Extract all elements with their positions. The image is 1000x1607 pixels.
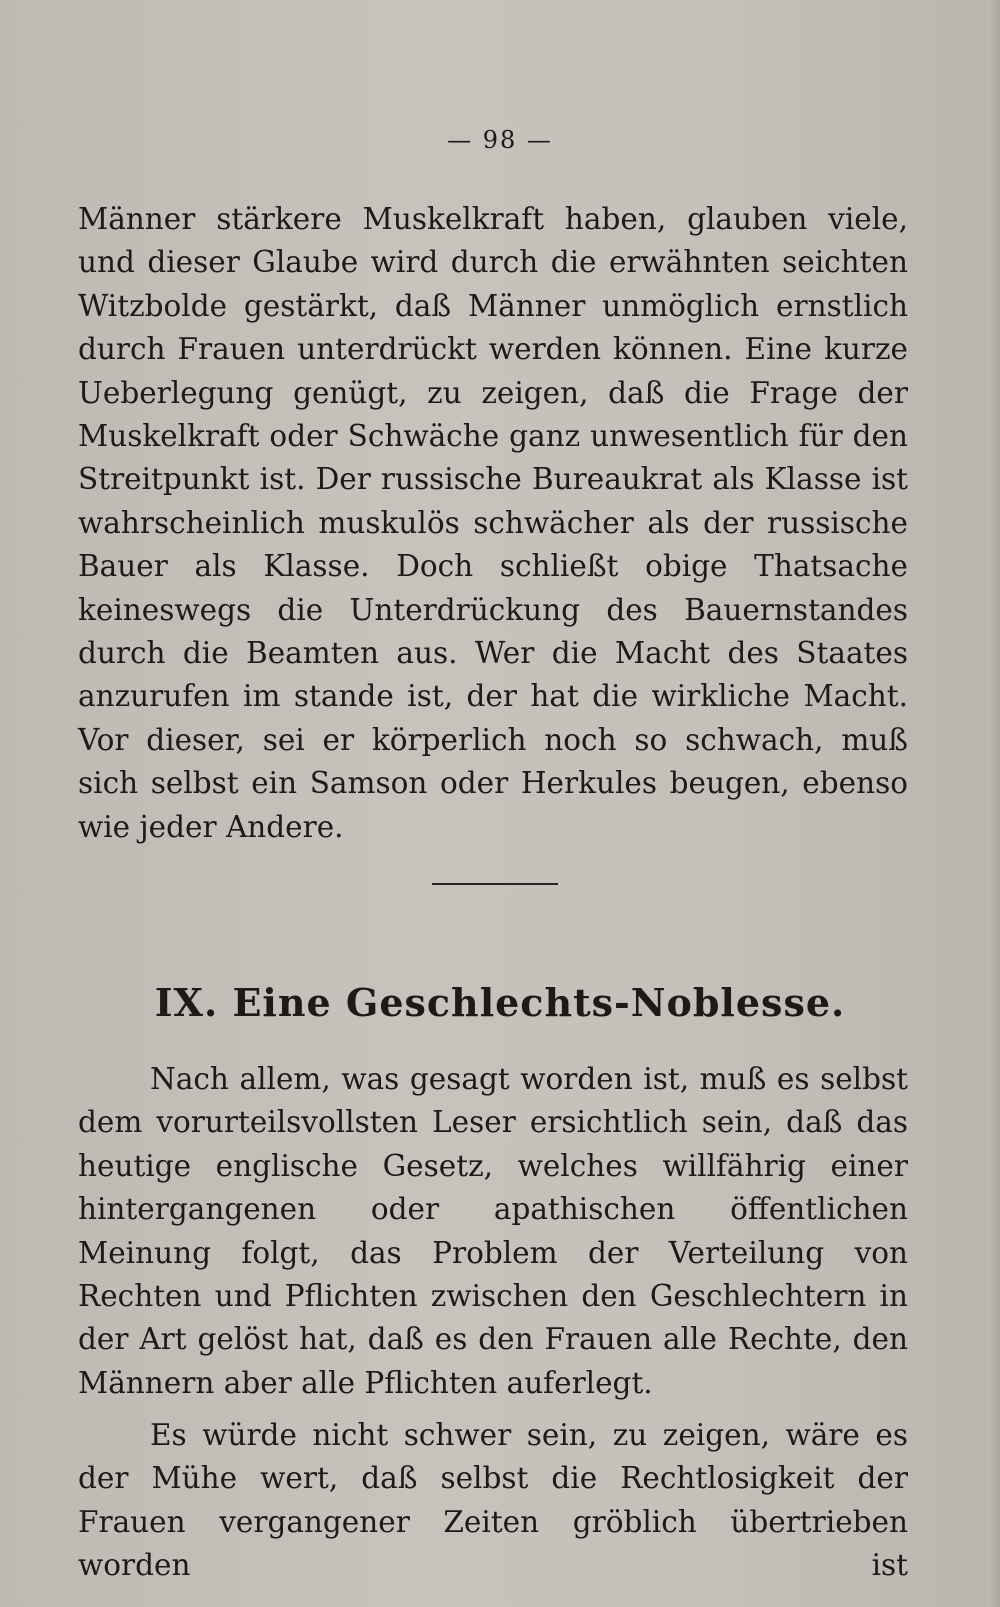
paragraph-3: Es würde nicht schwer sein, zu zeigen, wäre es der Mühe wert, daß selbst die Rechtlosigkeit der Frauen vergangener Zeiten gröblich übertrieben worden ist <box>78 1418 908 1583</box>
section-divider <box>432 883 558 885</box>
page-edge <box>988 0 1000 1607</box>
page-number: — 98 — <box>447 126 553 154</box>
paragraph-2: Nach allem, was gesagt worden ist, muß es selbst dem vorurteilsvollsten Leser ersichtlich sein, daß das heutige englische Gesetz, welches willfährig einer hintergangenen oder apathischen öffentlichen Meinung folgt, das Problem der Verteilung von Rechten und Pflichten zwischen den Geschlechtern in der Art gelöst hat, daß es den Frauen alle Rechte, den Männern aber alle Pflichten auferlegt. <box>78 1062 908 1400</box>
paragraph-1: Männer stärkere Muskelkraft haben, glauben viele, und dieser Glaube wird durch die erwähnten seichten Witzbolde gestärkt, daß Männer unmöglich ernstlich durch Frauen unterdrückt werden können. Eine kurze Ueberlegung genügt, zu zeigen, daß die Frage der Muskelkraft oder Schwäche ganz unwesentlich für den Streitpunkt ist. Der russische Bureaukrat als Klasse ist wahrscheinlich muskulös schwächer als der russische Bauer als Klasse. Doch schließt obige Thatsache keineswegs die Unterdrückung des Bauernstandes durch die Beamten aus. Wer die Macht des Staates anzurufen im stande ist, der hat die wirkliche Macht. Vor dieser, sei er körperlich noch so schwach, muß sich selbst ein Samson oder Herkules beugen, ebenso wie jeder Andere. <box>78 202 908 844</box>
chapter-heading: IX. Eine Geschlechts-Noblesse. <box>154 980 846 1025</box>
